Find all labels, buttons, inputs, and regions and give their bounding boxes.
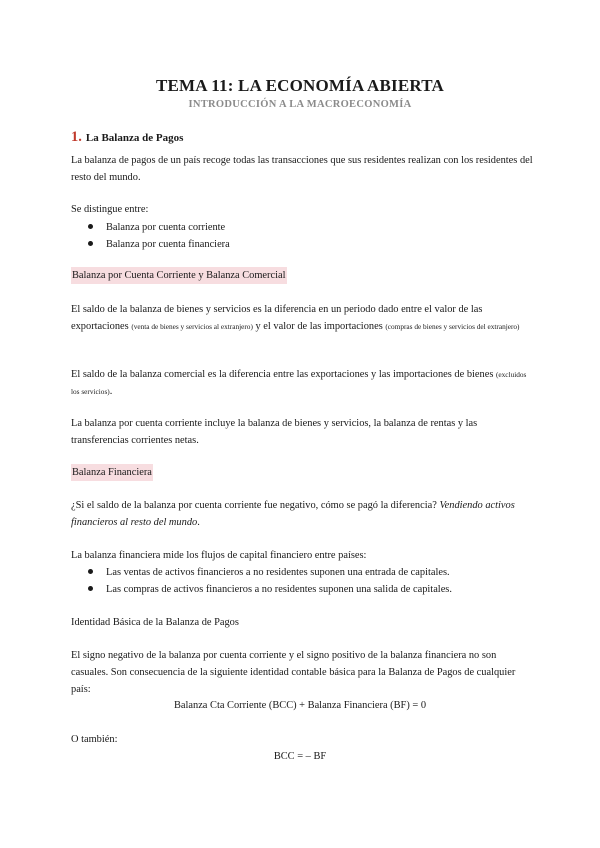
page-subtitle: INTRODUCCIÓN A LA MACROECONOMÍA	[188, 99, 412, 110]
equation-2: BCC = – BF	[273, 751, 327, 762]
paragraph-text: .	[109, 386, 113, 397]
goods-services-paragraph	[71, 301, 533, 335]
bullet-icon	[88, 586, 93, 591]
equation-1: Balanza Cta Corriente (BCC) + Balanza Financiera (BF) = 0	[173, 700, 427, 711]
question-paragraph	[71, 497, 533, 531]
also-text: O también:	[71, 734, 118, 745]
list-item	[88, 564, 450, 581]
paragraph-text: y el valor de las importaciones	[255, 321, 383, 332]
paragraph-note: (compras de bienes y servicios del extranjero)	[385, 322, 520, 331]
list-item-text: Balanza por cuenta corriente	[106, 222, 226, 233]
paragraph-text: El saldo de la balanza comercial es la diferencia entre las exportaciones y las importaciones de bienes	[71, 369, 494, 380]
bullet-icon	[88, 569, 93, 574]
paragraph-note: (venta de bienes y servicios al extranjero)	[131, 322, 253, 331]
financial-flows-paragraph: La balanza financiera mide los flujos de capital financiero entre países:	[71, 550, 367, 561]
subsection-heading-current-account: Balanza por Cuenta Corriente y Balanza Comercial	[71, 267, 287, 284]
list-item	[88, 236, 230, 253]
identity-paragraph: El signo negativo de la balanza por cuenta corriente y el signo positivo de la balanza financiera no son casuales. Son consecuencia de la siguiente identidad contable básica para la Balanza de Pagos de cualquier país:	[71, 650, 516, 695]
bullet-icon	[88, 241, 93, 246]
list-item	[88, 219, 225, 236]
list-item-text: Las ventas de activos financieros a no residentes suponen una entrada de capitales.	[106, 567, 450, 578]
list-item-text: Balanza por cuenta financiera	[106, 239, 230, 250]
current-account-paragraph: La balanza por cuenta corriente incluye la balanza de bienes y servicios, la balanza de rentas y las transferencias corrientes netas.	[71, 418, 478, 446]
subsection-heading-identity: Identidad Básica de la Balanza de Pagos	[71, 617, 239, 628]
paragraph-text: El saldo de la balanza de bienes y servicios es la diferencia en un periodo dado entre el valor de las exportaciones	[71, 304, 483, 332]
trade-balance-paragraph	[71, 366, 533, 400]
section-title: La Balanza de Pagos	[85, 132, 184, 144]
list-item	[88, 581, 452, 598]
list-item-text: Las compras de activos financieros a no residentes suponen una salida de capitales.	[106, 584, 452, 595]
page-title: TEMA 11: LA ECONOMÍA ABIERTA	[155, 76, 445, 95]
paragraph-emphasis: Vendiendo activos financieros al resto del mundo	[71, 500, 515, 528]
subsection-heading-financial: Balanza Financiera	[71, 464, 153, 481]
section-heading	[71, 129, 183, 146]
bullet-icon	[88, 224, 93, 229]
distinguish-text: Se distingue entre:	[71, 204, 149, 215]
section-number: 1.	[71, 129, 82, 145]
paragraph-note: (excluidos los servicios)	[71, 370, 527, 396]
paragraph-text: ¿Si el saldo de la balanza por cuenta corriente fue negativo, cómo se pagó la diferencia?	[71, 500, 437, 511]
intro-paragraph: La balanza de pagos de un país recoge todas las transacciones que sus residentes realizan con los residentes del resto del mundo.	[71, 155, 533, 183]
paragraph-text: .	[197, 517, 200, 528]
